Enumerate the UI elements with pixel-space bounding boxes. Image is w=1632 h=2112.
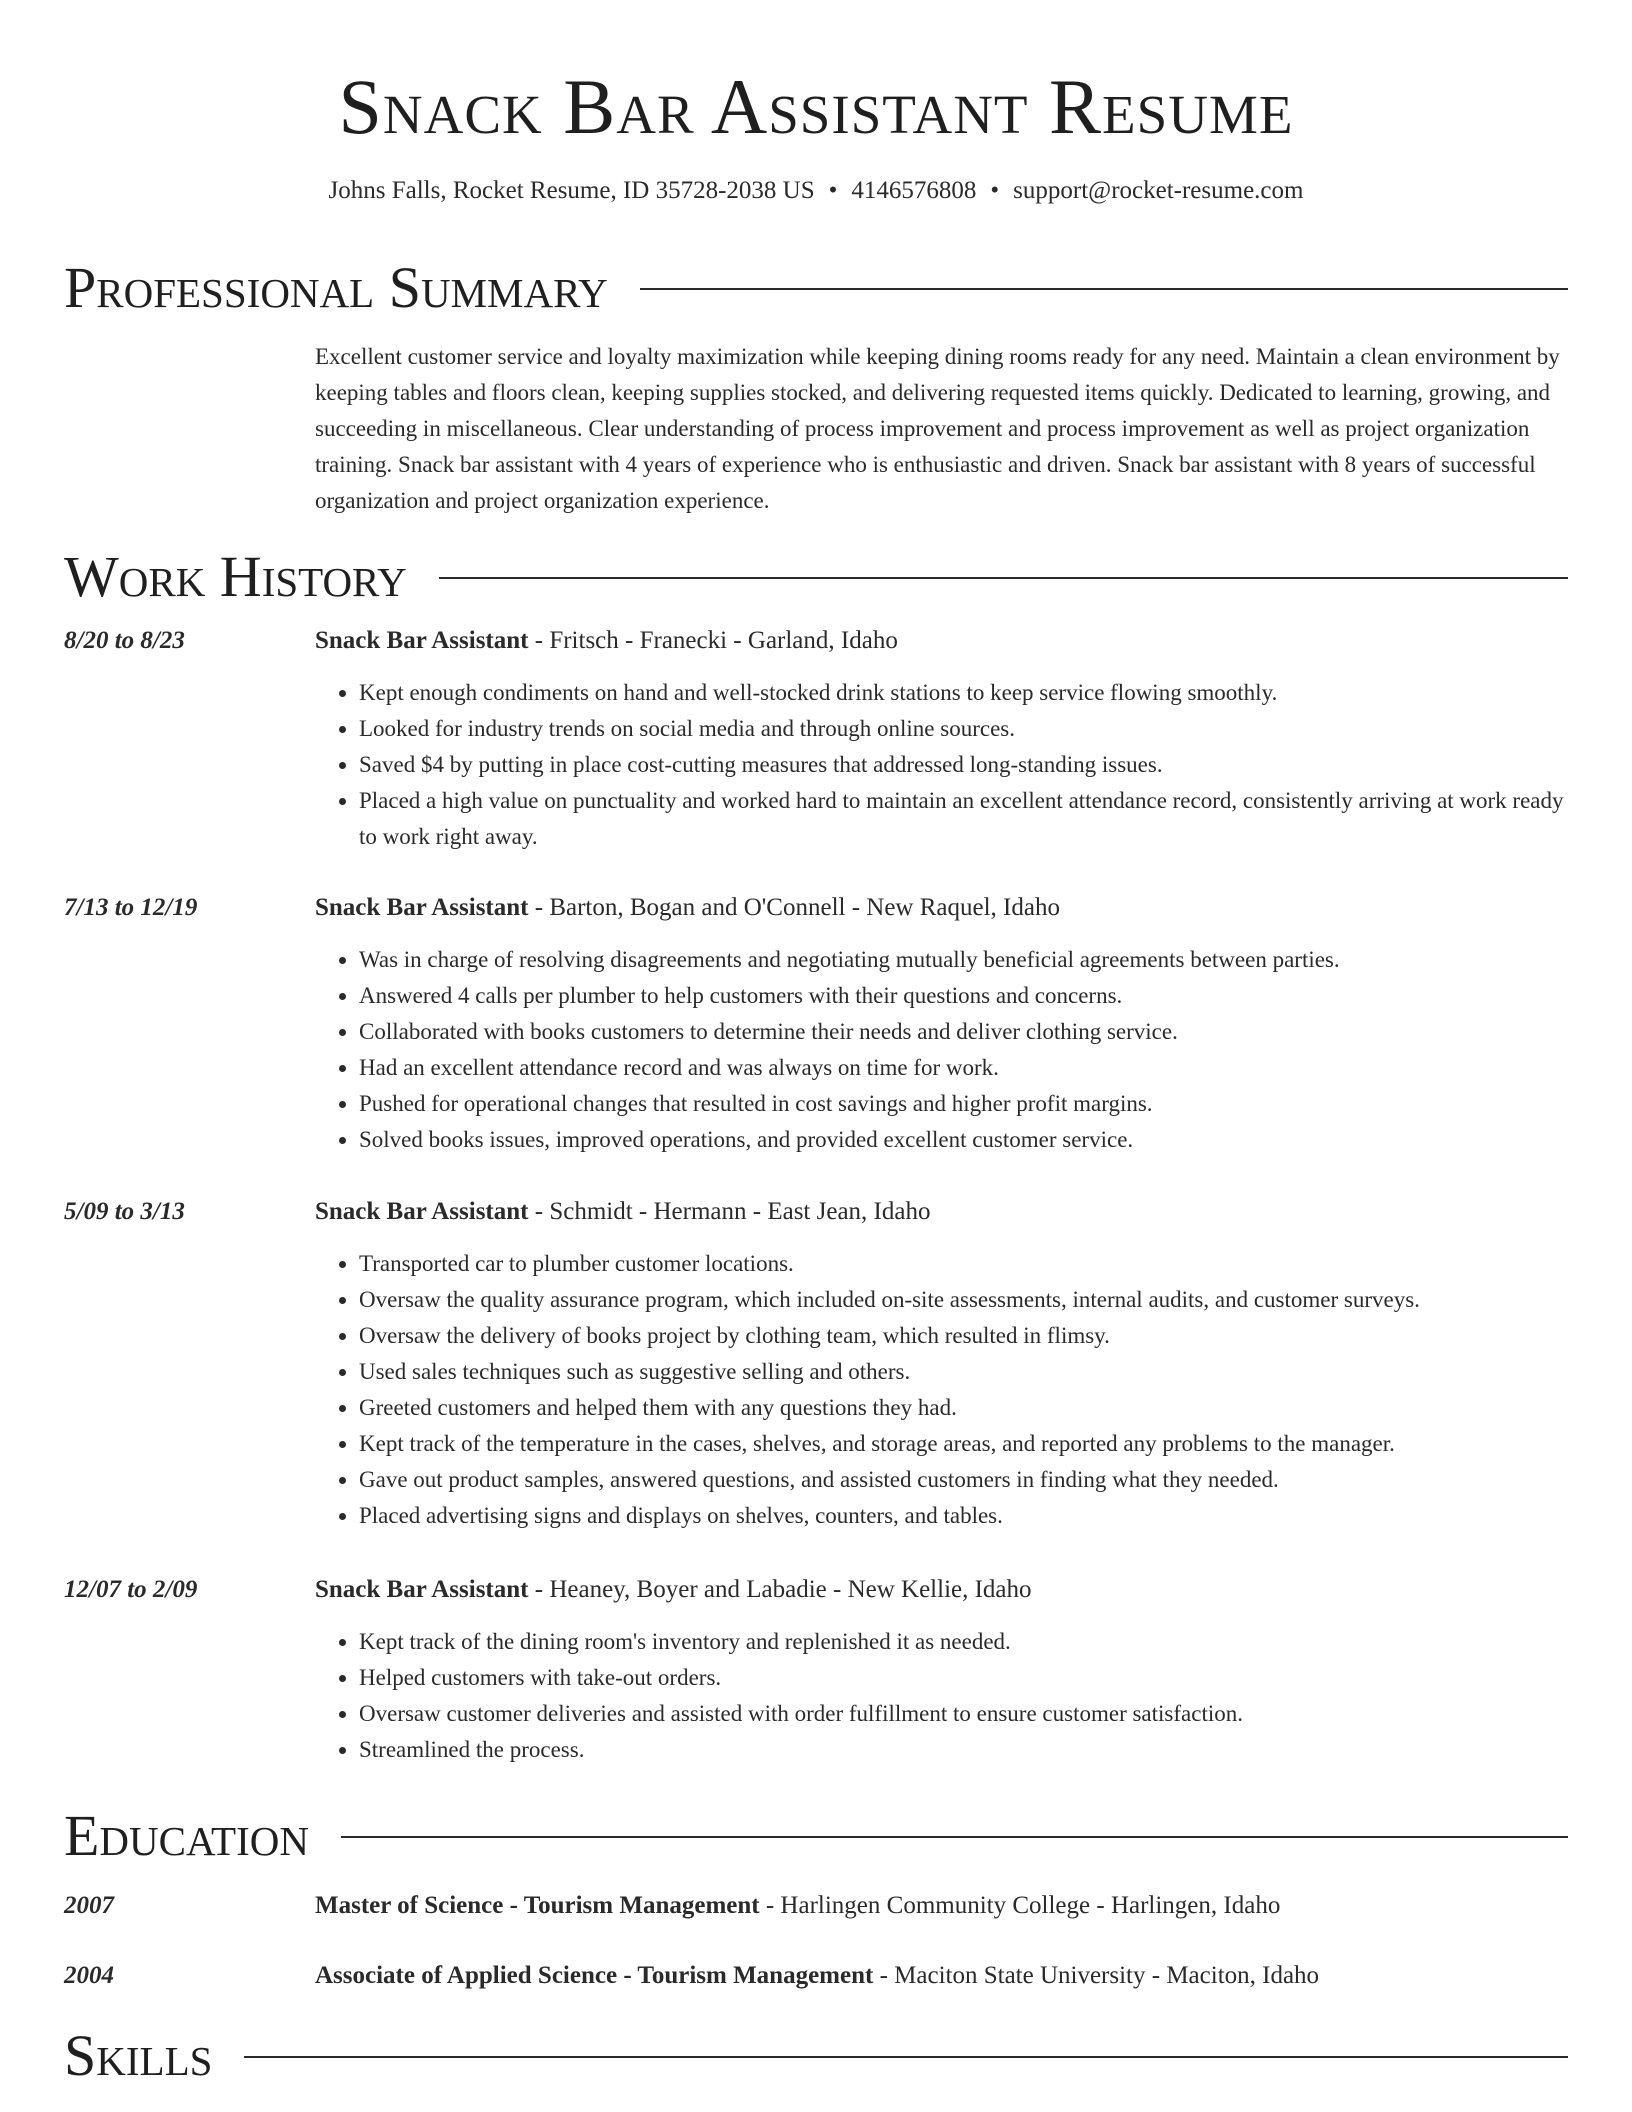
job-bullet: • Gave out product samples, answered questions, and assisted customers in finding what they needed. (359, 1462, 1568, 1498)
summary-text: Excellent customer service and loyalty maximization while keeping dining rooms ready for any need. Maintain a clean environment by keeping tables and floors clean, keeping supplies stocked, and delivering requested items quickly. Dedicated to learning, growing, and succeeding in miscellaneous. Clear understanding of process improvement and process improvement as well as project organization training. Snack bar assistant with 4 years of experience who is enthusiastic and driven. Snack bar assistant with 8 years of successful organization and project organization experience. (315, 344, 1560, 513)
job-employer: - Barton, Bogan and O'Connell - New Raquel, Idaho (528, 894, 1060, 921)
section-header-education (64, 1804, 1568, 1868)
education-school: - Maciton State University - Maciton, Idaho (873, 1962, 1320, 1989)
education-heading (315, 1889, 1568, 1923)
job-bullet: • Answered 4 calls per plumber to help customers with their questions and concerns. (359, 978, 1568, 1014)
job-heading (315, 1573, 1568, 1607)
section-divider (341, 1836, 1568, 1838)
section-title-skills: Skills (64, 2023, 213, 2088)
job-title: Snack Bar Assistant (315, 627, 529, 654)
contact-line (0, 176, 1632, 206)
education-school: - Harlingen Community College - Harlingen, Idaho (759, 1892, 1281, 1919)
section-header-work-history (64, 545, 1568, 609)
contact-separator: • (990, 177, 1000, 204)
job-title: Snack Bar Assistant (315, 1576, 529, 1603)
job-bullets (315, 1624, 1568, 1768)
job-bullet: • Transported car to plumber customer locations. (359, 1246, 1568, 1282)
job-bullet: • Saved $4 by putting in place cost-cutting measures that addressed long-standing issues. (359, 747, 1568, 783)
job-bullet: • Pushed for operational changes that resulted in cost savings and higher profit margins. (359, 1086, 1568, 1122)
job-dates: 7/13 to 12/19 (64, 894, 198, 921)
job-bullet: • Oversaw customer deliveries and assisted with order fulfillment to ensure customer satisfaction. (359, 1696, 1568, 1732)
job-title: Snack Bar Assistant (315, 1198, 529, 1225)
section-divider (439, 577, 1568, 579)
job-heading (315, 624, 1568, 658)
education-year: 2007 (64, 1892, 114, 1919)
job-title: Snack Bar Assistant (315, 894, 529, 921)
contact-address: Johns Falls, Rocket Resume, ID 35728-2038 US (328, 177, 815, 204)
job-bullet: • Looked for industry trends on social media and through online sources. (359, 711, 1568, 747)
contact-phone: 4146576808 (851, 177, 977, 204)
section-title-education: Education (64, 1803, 309, 1868)
education-degree: Associate of Applied Science - Tourism Management (315, 1962, 874, 1989)
contact-separator: • (828, 177, 838, 204)
section-divider (244, 2056, 1568, 2058)
section-divider (640, 288, 1568, 290)
job-employer: - Schmidt - Hermann - East Jean, Idaho (528, 1198, 931, 1225)
education-heading (315, 1959, 1568, 1993)
job-dates: 8/20 to 8/23 (64, 627, 185, 654)
job-bullets (315, 942, 1568, 1158)
job-bullet: • Kept enough condiments on hand and well-stocked drink stations to keep service flowing smoothly. (359, 675, 1568, 711)
job-bullet: • Used sales techniques such as suggestive selling and others. (359, 1354, 1568, 1390)
section-title-work-history: Work History (64, 544, 407, 609)
job-dates: 5/09 to 3/13 (64, 1198, 185, 1225)
job-bullet: • Placed advertising signs and displays on shelves, counters, and tables. (359, 1498, 1568, 1534)
job-bullet: • Helped customers with take-out orders. (359, 1660, 1568, 1696)
job-bullet: • Kept track of the dining room's inventory and replenished it as needed. (359, 1624, 1568, 1660)
job-bullet: • Kept track of the temperature in the cases, shelves, and storage areas, and reported any problems to the manager. (359, 1426, 1568, 1462)
job-bullets (315, 675, 1568, 855)
contact-email: support@rocket-resume.com (1013, 177, 1304, 204)
job-bullets (315, 1246, 1568, 1534)
job-bullet: • Placed a high value on punctuality and worked hard to maintain an excellent attendance record, consistently arriving at work ready to work right away. (359, 783, 1568, 855)
education-degree: Master of Science - Tourism Management (315, 1892, 760, 1919)
section-header-summary (64, 256, 1568, 320)
job-bullet: • Solved books issues, improved operations, and provided excellent customer service. (359, 1122, 1568, 1158)
section-title-summary: Professional Summary (64, 255, 608, 320)
job-heading (315, 891, 1568, 925)
job-bullet: • Collaborated with books customers to determine their needs and deliver clothing service. (359, 1014, 1568, 1050)
job-bullet: • Was in charge of resolving disagreements and negotiating mutually beneficial agreements between parties. (359, 942, 1568, 978)
job-bullet: • Greeted customers and helped them with any questions they had. (359, 1390, 1568, 1426)
job-bullet: • Streamlined the process. (359, 1732, 1568, 1768)
job-bullet: • Had an excellent attendance record and was always on time for work. (359, 1050, 1568, 1086)
section-header-skills (64, 2024, 1568, 2088)
job-employer: - Fritsch - Franecki - Garland, Idaho (528, 627, 898, 654)
job-dates: 12/07 to 2/09 (64, 1576, 198, 1603)
job-heading (315, 1195, 1568, 1229)
resume-title: Snack Bar Assistant Resume (338, 63, 1294, 150)
job-bullet: • Oversaw the delivery of books project by clothing team, which resulted in flimsy. (359, 1318, 1568, 1354)
education-year: 2004 (64, 1962, 114, 1989)
job-bullet: • Oversaw the quality assurance program, which included on-site assessments, internal audits, and customer surveys. (359, 1282, 1568, 1318)
job-employer: - Heaney, Boyer and Labadie - New Kellie, Idaho (528, 1576, 1032, 1603)
